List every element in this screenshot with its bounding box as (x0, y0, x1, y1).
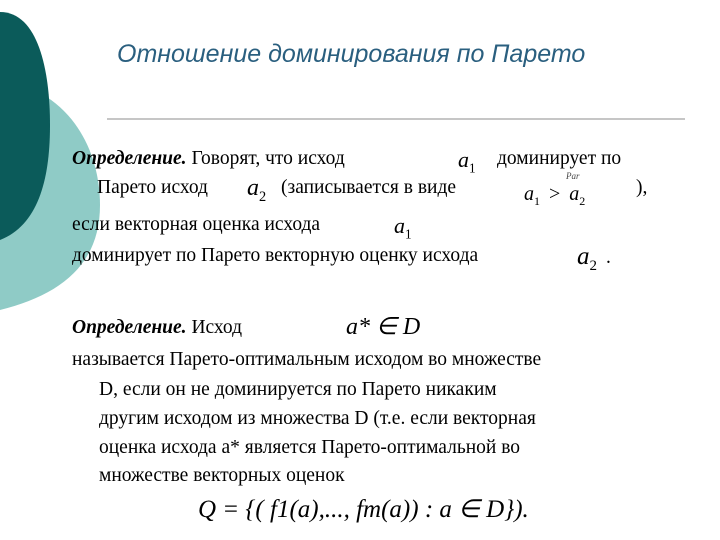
def2-line6-text: множестве векторных оценок (99, 465, 345, 486)
math-a2-sub: 2 (259, 188, 267, 205)
math-rel-operator: > (549, 183, 561, 205)
def1-label: Определение. (72, 148, 187, 169)
math-a1b-var: a (394, 213, 405, 238)
def1-line1 (72, 147, 345, 171)
def2-math-astar-in-d: a* ∈ D (346, 314, 421, 340)
math-rel-left-sub: 1 (534, 194, 540, 208)
def2-line1 (72, 316, 242, 340)
def2-line2-text: называется Парето-оптимальным исходом во множестве (72, 349, 542, 370)
def1-math-relation (524, 184, 585, 207)
def1-line1-text-a: Говорят, что исход (191, 148, 345, 169)
def1-line2-text-c: ), (636, 177, 648, 198)
def2-line5-text: оценка исхода a* является Парето-оптимальной во (99, 437, 521, 458)
math-a1-var: a (458, 147, 469, 172)
def1-math-a1 (458, 149, 476, 175)
math-a2b-var: a (577, 243, 590, 270)
def1-math-a2 (247, 176, 266, 204)
def2-line1-text: Исход (191, 317, 243, 338)
def2-label: Определение. (72, 317, 187, 338)
def1-line4-text: доминирует по Парето векторную оценку исхода (72, 245, 479, 266)
def1-line3-text: если векторная оценка исхода (72, 214, 321, 235)
def1-line4-end: . (606, 247, 611, 268)
math-a2-var: a (247, 175, 259, 201)
def1-line2-text-b: (записывается в виде (281, 177, 457, 198)
math-a1-sub: 1 (469, 160, 476, 176)
math-a2b-sub: 2 (589, 258, 597, 274)
def2-line4-text: другим исходом из множества D (т.е. если векторная (99, 408, 536, 429)
def1-math-a2-second (577, 244, 597, 274)
def1-line2-text-a: Парето исход (97, 177, 208, 198)
math-rel-left-var: a (524, 183, 534, 205)
def2-line3-text: D, если он не доминируется по Парето никаким (99, 379, 497, 400)
def1-line1-text-b: доминирует по (497, 148, 622, 169)
math-rel-operator-label: Par (566, 171, 580, 181)
math-rel-right-var: a (569, 183, 580, 205)
def2-formula-q: Q = {( f1(a),..., fm(a)) : a ∈ D}). (198, 496, 529, 523)
math-a1b-sub: 1 (405, 226, 412, 242)
def1-math-a1-second (394, 215, 412, 241)
math-rel-right-sub: 2 (579, 194, 586, 208)
slide-title: Отношение доминирования по Парето (117, 40, 586, 68)
